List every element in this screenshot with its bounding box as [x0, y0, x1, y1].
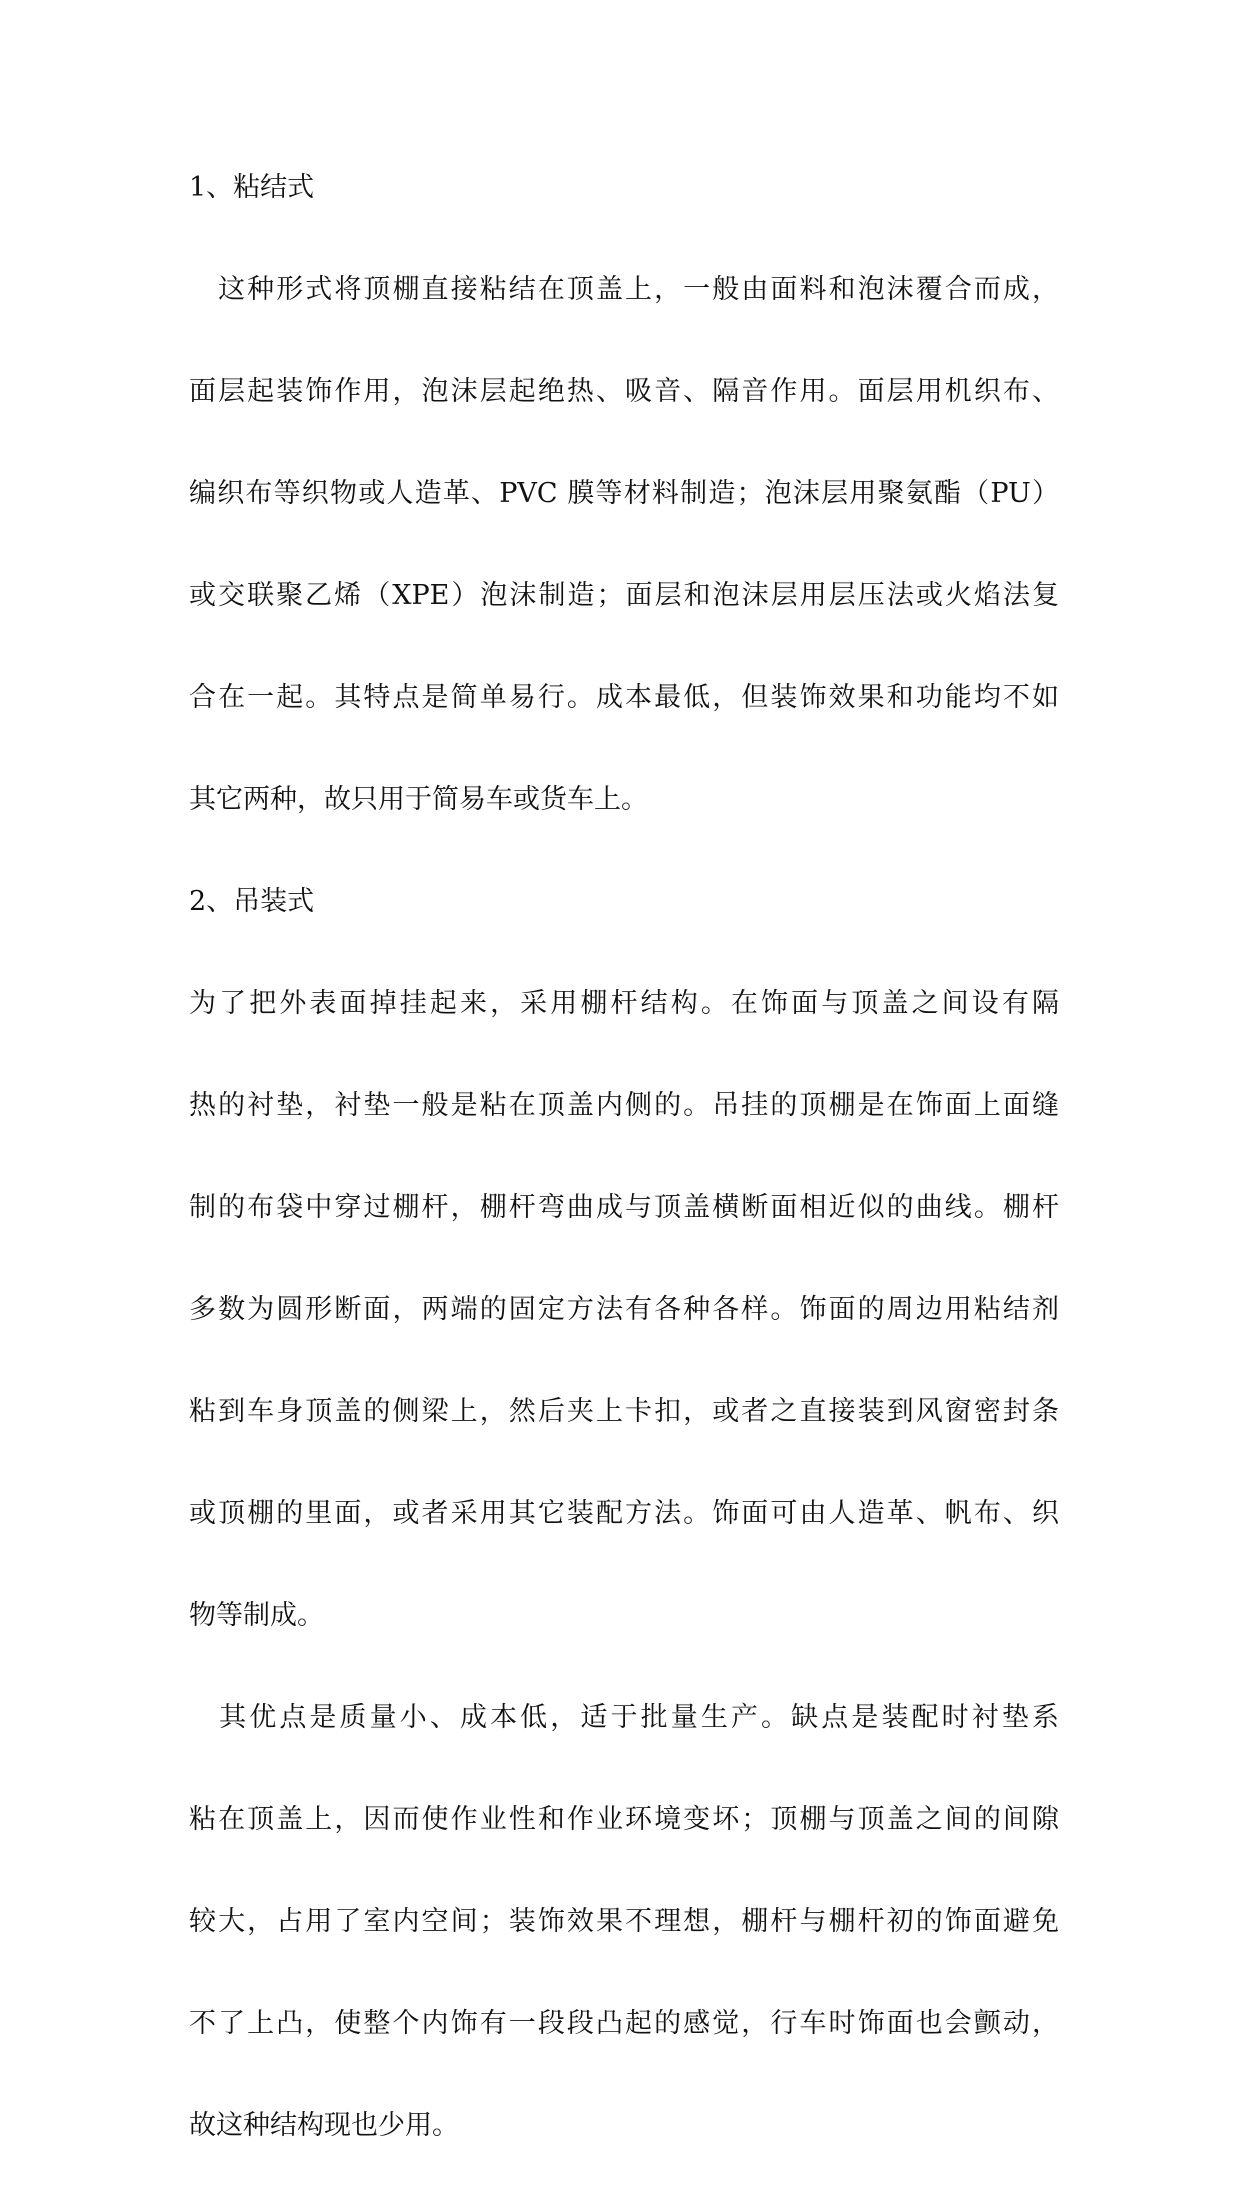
text-line: 不了上凸，使整个内饰有一段段凸起的感觉，行车时饰面也会颤动， — [189, 2008, 1059, 2039]
text-line: 多数为圆形断面，两端的固定方法有各种各样。饰面的周边用粘结剂 — [189, 1294, 1059, 1325]
text-line: 面层起装饰作用，泡沫层起绝热、吸音、隔音作用。面层用机织布、 — [189, 376, 1059, 407]
text-line: 粘在顶盖上，因而使作业性和作业环境变坏；顶棚与顶盖之间的间隙 — [189, 1804, 1059, 1835]
text-line: 故这种结构现也少用。 — [189, 2110, 459, 2141]
text-line: 制的布袋中穿过棚杆，棚杆弯曲成与顶盖横断面相近似的曲线。棚杆 — [189, 1192, 1059, 1223]
text-line: 较大，占用了室内空间；装饰效果不理想，棚杆与棚杆初的饰面避免 — [189, 1906, 1059, 1937]
text-line: 为了把外表面掉挂起来，采用棚杆结构。在饰面与顶盖之间设有隔 — [189, 988, 1059, 1019]
text-line: 编织布等织物或人造革、PVC 膜等材料制造；泡沫层用聚氨酯（PU） — [189, 478, 1059, 509]
text-line: 其优点是质量小、成本低，适于批量生产。缺点是装配时衬垫系 — [189, 1702, 1059, 1733]
text-line: 热的衬垫，衬垫一般是粘在顶盖内侧的。吊挂的顶棚是在饰面上面缝 — [189, 1090, 1059, 1121]
paragraph-suspended-structure — [189, 978, 1059, 1641]
text-line: 或交联聚乙烯（XPE）泡沫制造；面层和泡沫层用层压法或火焰法复 — [189, 580, 1059, 611]
paragraph-suspended-pros-cons — [189, 1692, 1059, 2151]
text-line: 粘到车身顶盖的侧梁上，然后夹上卡扣，或者之直接装到风窗密封条 — [189, 1396, 1059, 1427]
section-heading-suspended: 2、吊装式 — [189, 886, 315, 917]
section-heading-bonded: 1、粘结式 — [189, 172, 315, 203]
text-line: 物等制成。 — [189, 1600, 324, 1631]
text-line: 合在一起。其特点是简单易行。成本最低，但装饰效果和功能均不如 — [189, 682, 1059, 713]
text-line: 其它两种，故只用于简易车或货车上。 — [189, 784, 648, 815]
text-line: 或顶棚的里面，或者采用其它装配方法。饰面可由人造革、帆布、织 — [189, 1498, 1059, 1529]
document-body — [189, 162, 1059, 2202]
text-line: 这种形式将顶棚直接粘结在顶盖上，一般由面料和泡沫覆合而成， — [189, 274, 1059, 305]
paragraph-bonded — [189, 264, 1059, 825]
